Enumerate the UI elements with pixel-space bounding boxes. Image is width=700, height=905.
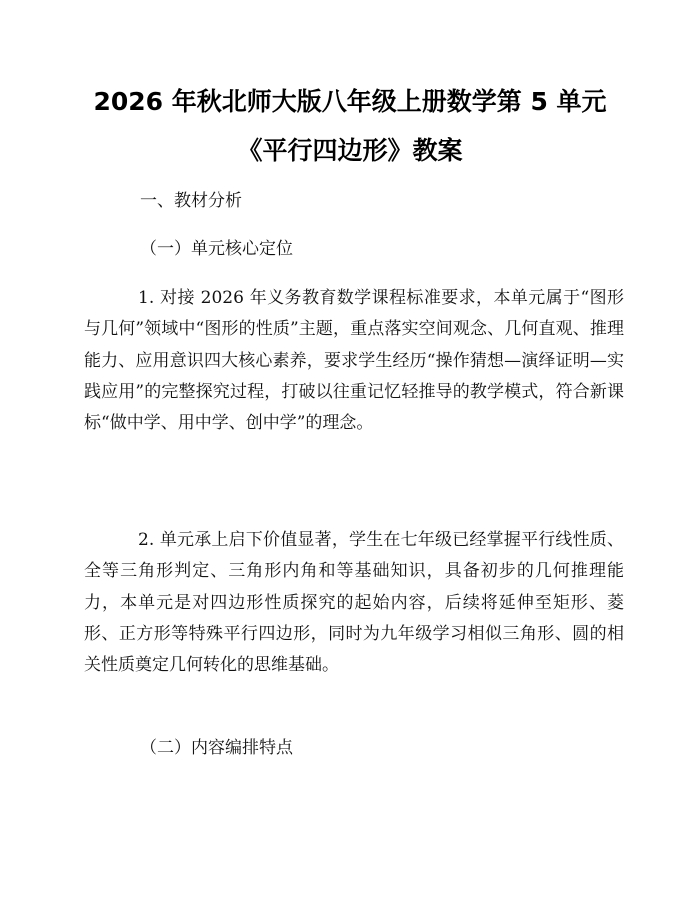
document-title-line-1: 2026 年秋北师大版八年级上册数学第 5 单元 (93, 87, 607, 116)
paragraph-2: 2. 单元承上启下价值显著，学生在七年级已经掌握平行线性质、全等三角形判定、三角形内角和等基础知识，具备初步的几何推理能力，本单元是对四边形性质探究的起始内容，后续将延伸至矩形、菱形、正方形等特殊平行四边形，同时为九年级学习相似三角形、圆的相关性质奠定几何转化的思维基础。 (84, 530, 624, 676)
document-title-line-2: 《平行四边形》教案 (237, 136, 463, 165)
subsection-heading-unit-positioning: （一）单元核心定位 (140, 239, 293, 259)
paragraph-1: 1. 对接 2026 年义务教育数学课程标准要求，本单元属于“图形与几何”领域中“图形的性质”主题，重点落实空间观念、几何直观、推理能力、应用意识四大核心素养，要求学生经历“操作猜想—演绎证明—实践应用”的完整探究过程，打破以往重记忆轻推导的教学模式，符合新课标“做中学、用中学、创中学”的理念。 (84, 288, 624, 434)
section-heading-textbook-analysis: 一、教材分析 (140, 191, 242, 211)
subsection-heading-content-arrangement: （二）内容编排特点 (140, 738, 293, 758)
